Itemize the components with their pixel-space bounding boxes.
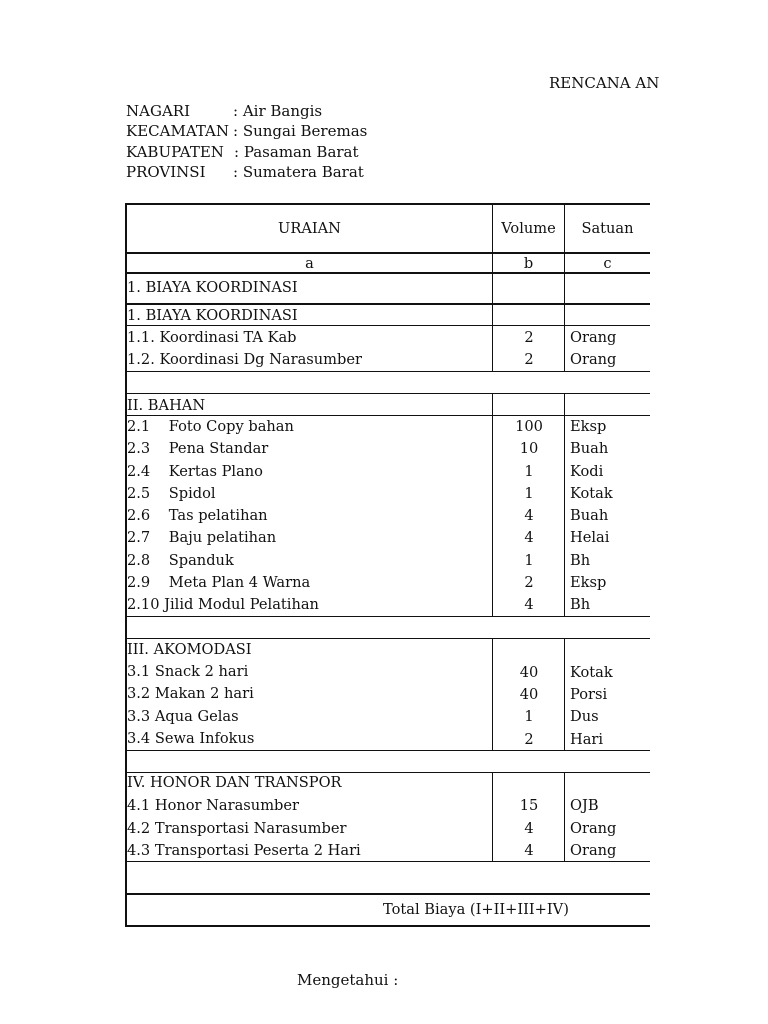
line-item-satuan: Eksp: [570, 574, 607, 591]
subheader-a: a: [305, 255, 314, 272]
total-label: Total Biaya (I+II+III+IV): [383, 901, 569, 918]
line-item-label: 4.1 Honor Narasumber: [127, 797, 299, 814]
line-item-volume: 100: [515, 418, 543, 435]
line-item-label: 3.4 Sewa Infokus: [127, 730, 255, 747]
line-item-label: 3.3 Aqua Gelas: [127, 708, 239, 725]
line-item-label: 3.2 Makan 2 hari: [127, 685, 254, 702]
line-item-label: 3.1 Snack 2 hari: [127, 663, 249, 680]
row-line: [125, 772, 650, 773]
info-key: KECAMATAN: [126, 122, 229, 141]
line-item-satuan: Kodi: [570, 463, 604, 480]
line-item-volume: 15: [519, 797, 539, 814]
section-title: IV. HONOR DAN TRANSPOR: [127, 774, 342, 791]
info-key: NAGARI: [126, 102, 190, 120]
line-item-satuan: Orang: [570, 329, 617, 346]
header-satuan: Satuan: [581, 220, 634, 237]
header-uraian: URAIAN: [278, 220, 341, 237]
line-item-volume: 4: [524, 842, 534, 859]
line-item-satuan: Orang: [570, 820, 617, 837]
section-gap: [127, 372, 650, 393]
info-key: KABUPATEN: [126, 142, 224, 161]
info-value: : Sumatera Barat: [233, 162, 364, 181]
info-value: : Sungai Beremas: [233, 122, 368, 141]
line-item-satuan: Bh: [570, 552, 591, 569]
line-item-satuan: Bh: [570, 596, 591, 613]
line-item-volume: 1: [524, 552, 534, 569]
row-line: [125, 638, 650, 639]
line-item-satuan: Kotak: [570, 664, 613, 681]
section-gap: [127, 751, 650, 772]
line-item-label: 4.2 Transportasi Narasumber: [127, 820, 347, 837]
line-item-volume: 40: [519, 664, 539, 681]
row-line: [125, 893, 650, 895]
line-item-satuan: Orang: [570, 351, 617, 368]
row-line: [125, 861, 650, 862]
line-item-label: 2.7 Baju pelatihan: [127, 529, 277, 546]
line-item-satuan: OJB: [570, 797, 599, 814]
section-title: 1. BIAYA KOORDINASI: [127, 279, 298, 296]
header-volume: Volume: [501, 220, 556, 237]
line-item-label: 2.6 Tas pelatihan: [127, 507, 268, 524]
line-item-volume: 2: [524, 731, 534, 748]
line-item-satuan: Porsi: [570, 686, 608, 703]
line-item-volume: 2: [524, 351, 534, 368]
row-line: [125, 252, 650, 254]
line-item-label: 1.2. Koordinasi Dg Narasumber: [127, 351, 362, 368]
table-border-top: [125, 203, 650, 205]
line-item-volume: 4: [524, 596, 534, 613]
section-title: II. BAHAN: [127, 397, 206, 414]
line-item-volume: 1: [524, 485, 534, 502]
line-item-satuan: Helai: [570, 529, 610, 546]
line-item-label: 4.3 Transportasi Peserta 2 Hari: [127, 842, 361, 859]
line-item-label: 2.5 Spidol: [127, 485, 216, 502]
subheader-b: b: [523, 255, 534, 272]
row-line: [125, 393, 650, 394]
line-item-label: 1.1. Koordinasi TA Kab: [127, 329, 297, 346]
line-item-label: 2.10 Jilid Modul Pelatihan: [127, 596, 319, 613]
info-value: : Air Bangis: [233, 102, 323, 120]
line-item-volume: 40: [519, 686, 539, 703]
row-line: [125, 303, 650, 305]
line-item-volume: 2: [524, 574, 534, 591]
section-gap: [127, 617, 650, 638]
info-value: : Pasaman Barat: [234, 142, 359, 161]
line-item-label: 2.4 Kertas Plano: [127, 463, 263, 480]
line-item-volume: 4: [524, 529, 534, 546]
line-item-satuan: Orang: [570, 842, 617, 859]
acknowledgement-label: Mengetahui :: [297, 971, 399, 989]
subheader-c: c: [603, 255, 612, 272]
line-item-volume: 10: [519, 440, 539, 457]
line-item-label: 2.1 Foto Copy bahan: [127, 418, 294, 435]
line-item-volume: 2: [524, 329, 534, 346]
row-line: [125, 272, 650, 274]
row-line: [125, 325, 650, 326]
line-item-satuan: Dus: [570, 708, 599, 725]
table-border-bottom: [125, 925, 650, 927]
row-line: [125, 415, 650, 416]
budget-table: [125, 203, 650, 927]
section-subtitle: 1. BIAYA KOORDINASI: [127, 307, 298, 324]
line-item-satuan: Buah: [570, 440, 609, 457]
line-item-satuan: Hari: [570, 731, 604, 748]
line-item-label: 2.8 Spanduk: [127, 552, 234, 569]
line-item-volume: 4: [524, 507, 534, 524]
line-item-label: 2.9 Meta Plan 4 Warna: [127, 574, 311, 591]
line-item-satuan: Eksp: [570, 418, 607, 435]
line-item-label: 2.3 Pena Standar: [127, 440, 269, 457]
info-key: PROVINSI: [126, 162, 206, 181]
line-item-volume: 1: [524, 463, 534, 480]
line-item-volume: 1: [524, 708, 534, 725]
line-item-volume: 4: [524, 820, 534, 837]
document-title: RENCANA AN: [549, 74, 660, 92]
line-item-satuan: Kotak: [570, 485, 613, 502]
line-item-satuan: Buah: [570, 507, 609, 524]
section-title: III. AKOMODASI: [127, 641, 252, 658]
